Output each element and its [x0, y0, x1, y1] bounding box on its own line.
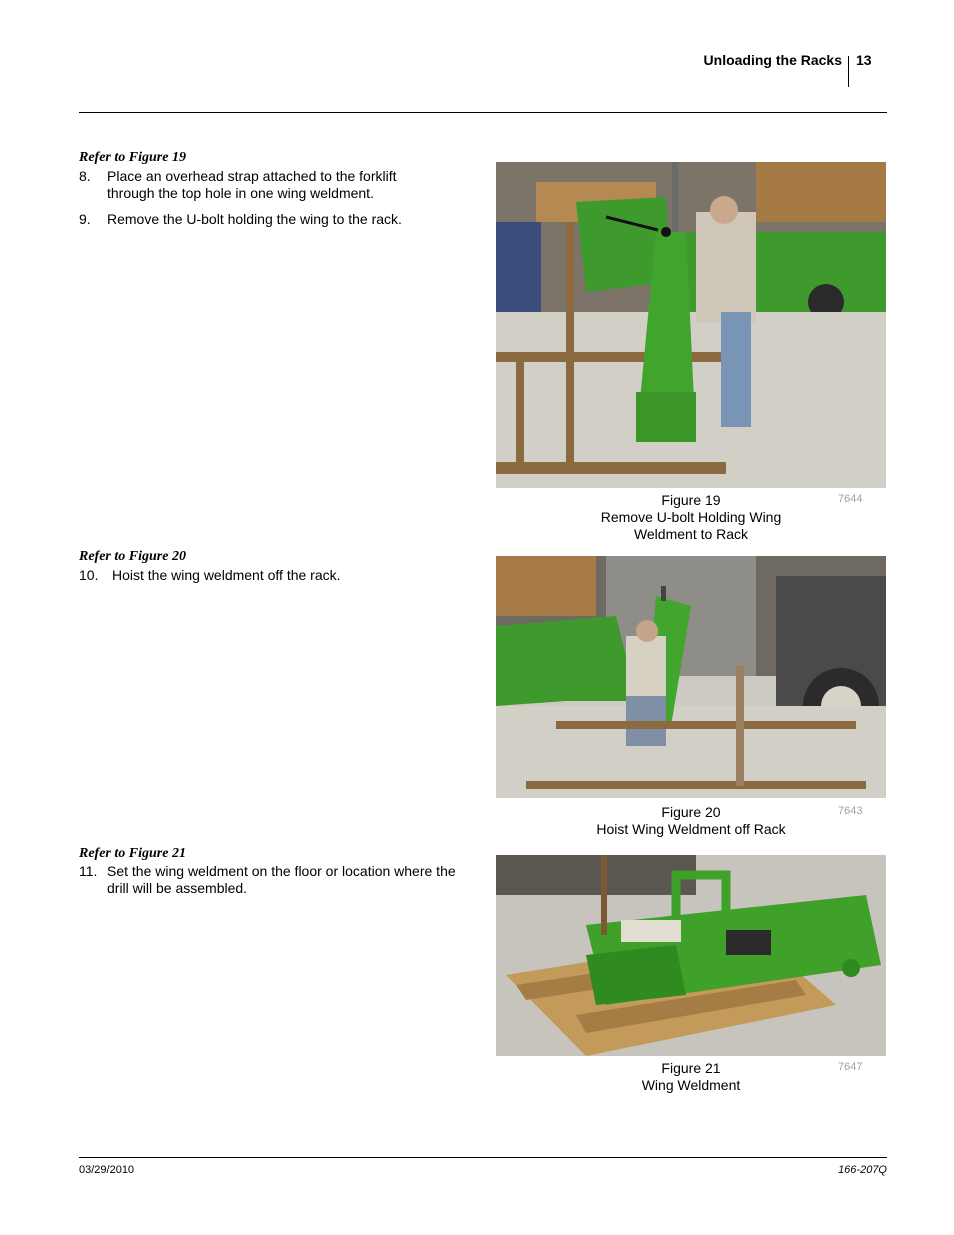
step-9 — [79, 211, 479, 228]
footer-rule — [79, 1157, 887, 1158]
figure-20-caption — [496, 804, 886, 838]
figure-21-photo — [496, 855, 886, 1056]
step-10 — [79, 567, 479, 584]
figure-20-photo-id: 7643 — [838, 805, 863, 817]
figure-label: Figure 19 — [661, 492, 721, 508]
step-text: Remove the U-bolt holding the wing to the rack. — [107, 211, 402, 227]
figure-label: Figure 21 — [661, 1060, 721, 1076]
step-text: Set the wing weldment on the floor or location where the drill will be assembled. — [107, 863, 456, 896]
figure-21-photo-id: 7647 — [838, 1061, 863, 1073]
step-11 — [79, 863, 479, 897]
figure-20-reference: Refer to Figure 20 — [79, 549, 186, 564]
section-title: Unloading the Racks — [703, 52, 842, 68]
step-text: Place an overhead strap attached to the forklift through the top hole in one wing weldment. — [107, 168, 397, 201]
caption-line: Wing Weldment — [641, 1077, 741, 1093]
figure-19-reference: Refer to Figure 19 — [79, 150, 186, 165]
figure-19-photo — [496, 162, 886, 488]
step-number: 10. — [79, 567, 99, 583]
header-rule — [79, 112, 887, 113]
caption-line: Remove U-bolt Holding Wing — [600, 509, 782, 525]
figure-21-reference: Refer to Figure 21 — [79, 846, 186, 861]
step-text: Hoist the wing weldment off the rack. — [112, 567, 341, 583]
header-divider — [848, 56, 849, 87]
caption-line: Hoist Wing Weldment off Rack — [596, 821, 786, 837]
figure-19-photo-id: 7644 — [838, 493, 863, 505]
step-number: 8. — [79, 168, 91, 184]
figure-21-caption — [496, 1060, 886, 1094]
footer-date: 03/29/2010 — [79, 1164, 135, 1176]
figure-20-photo — [496, 556, 886, 798]
step-number: 9. — [79, 211, 91, 227]
step-number: 11. — [79, 863, 98, 879]
page-number: 13 — [856, 52, 872, 68]
footer-doc-number: 166-207Q — [838, 1164, 887, 1176]
figure-label: Figure 20 — [661, 804, 721, 820]
step-8 — [79, 168, 479, 202]
figure-19-caption — [496, 492, 886, 543]
caption-line: Weldment to Rack — [633, 526, 749, 542]
